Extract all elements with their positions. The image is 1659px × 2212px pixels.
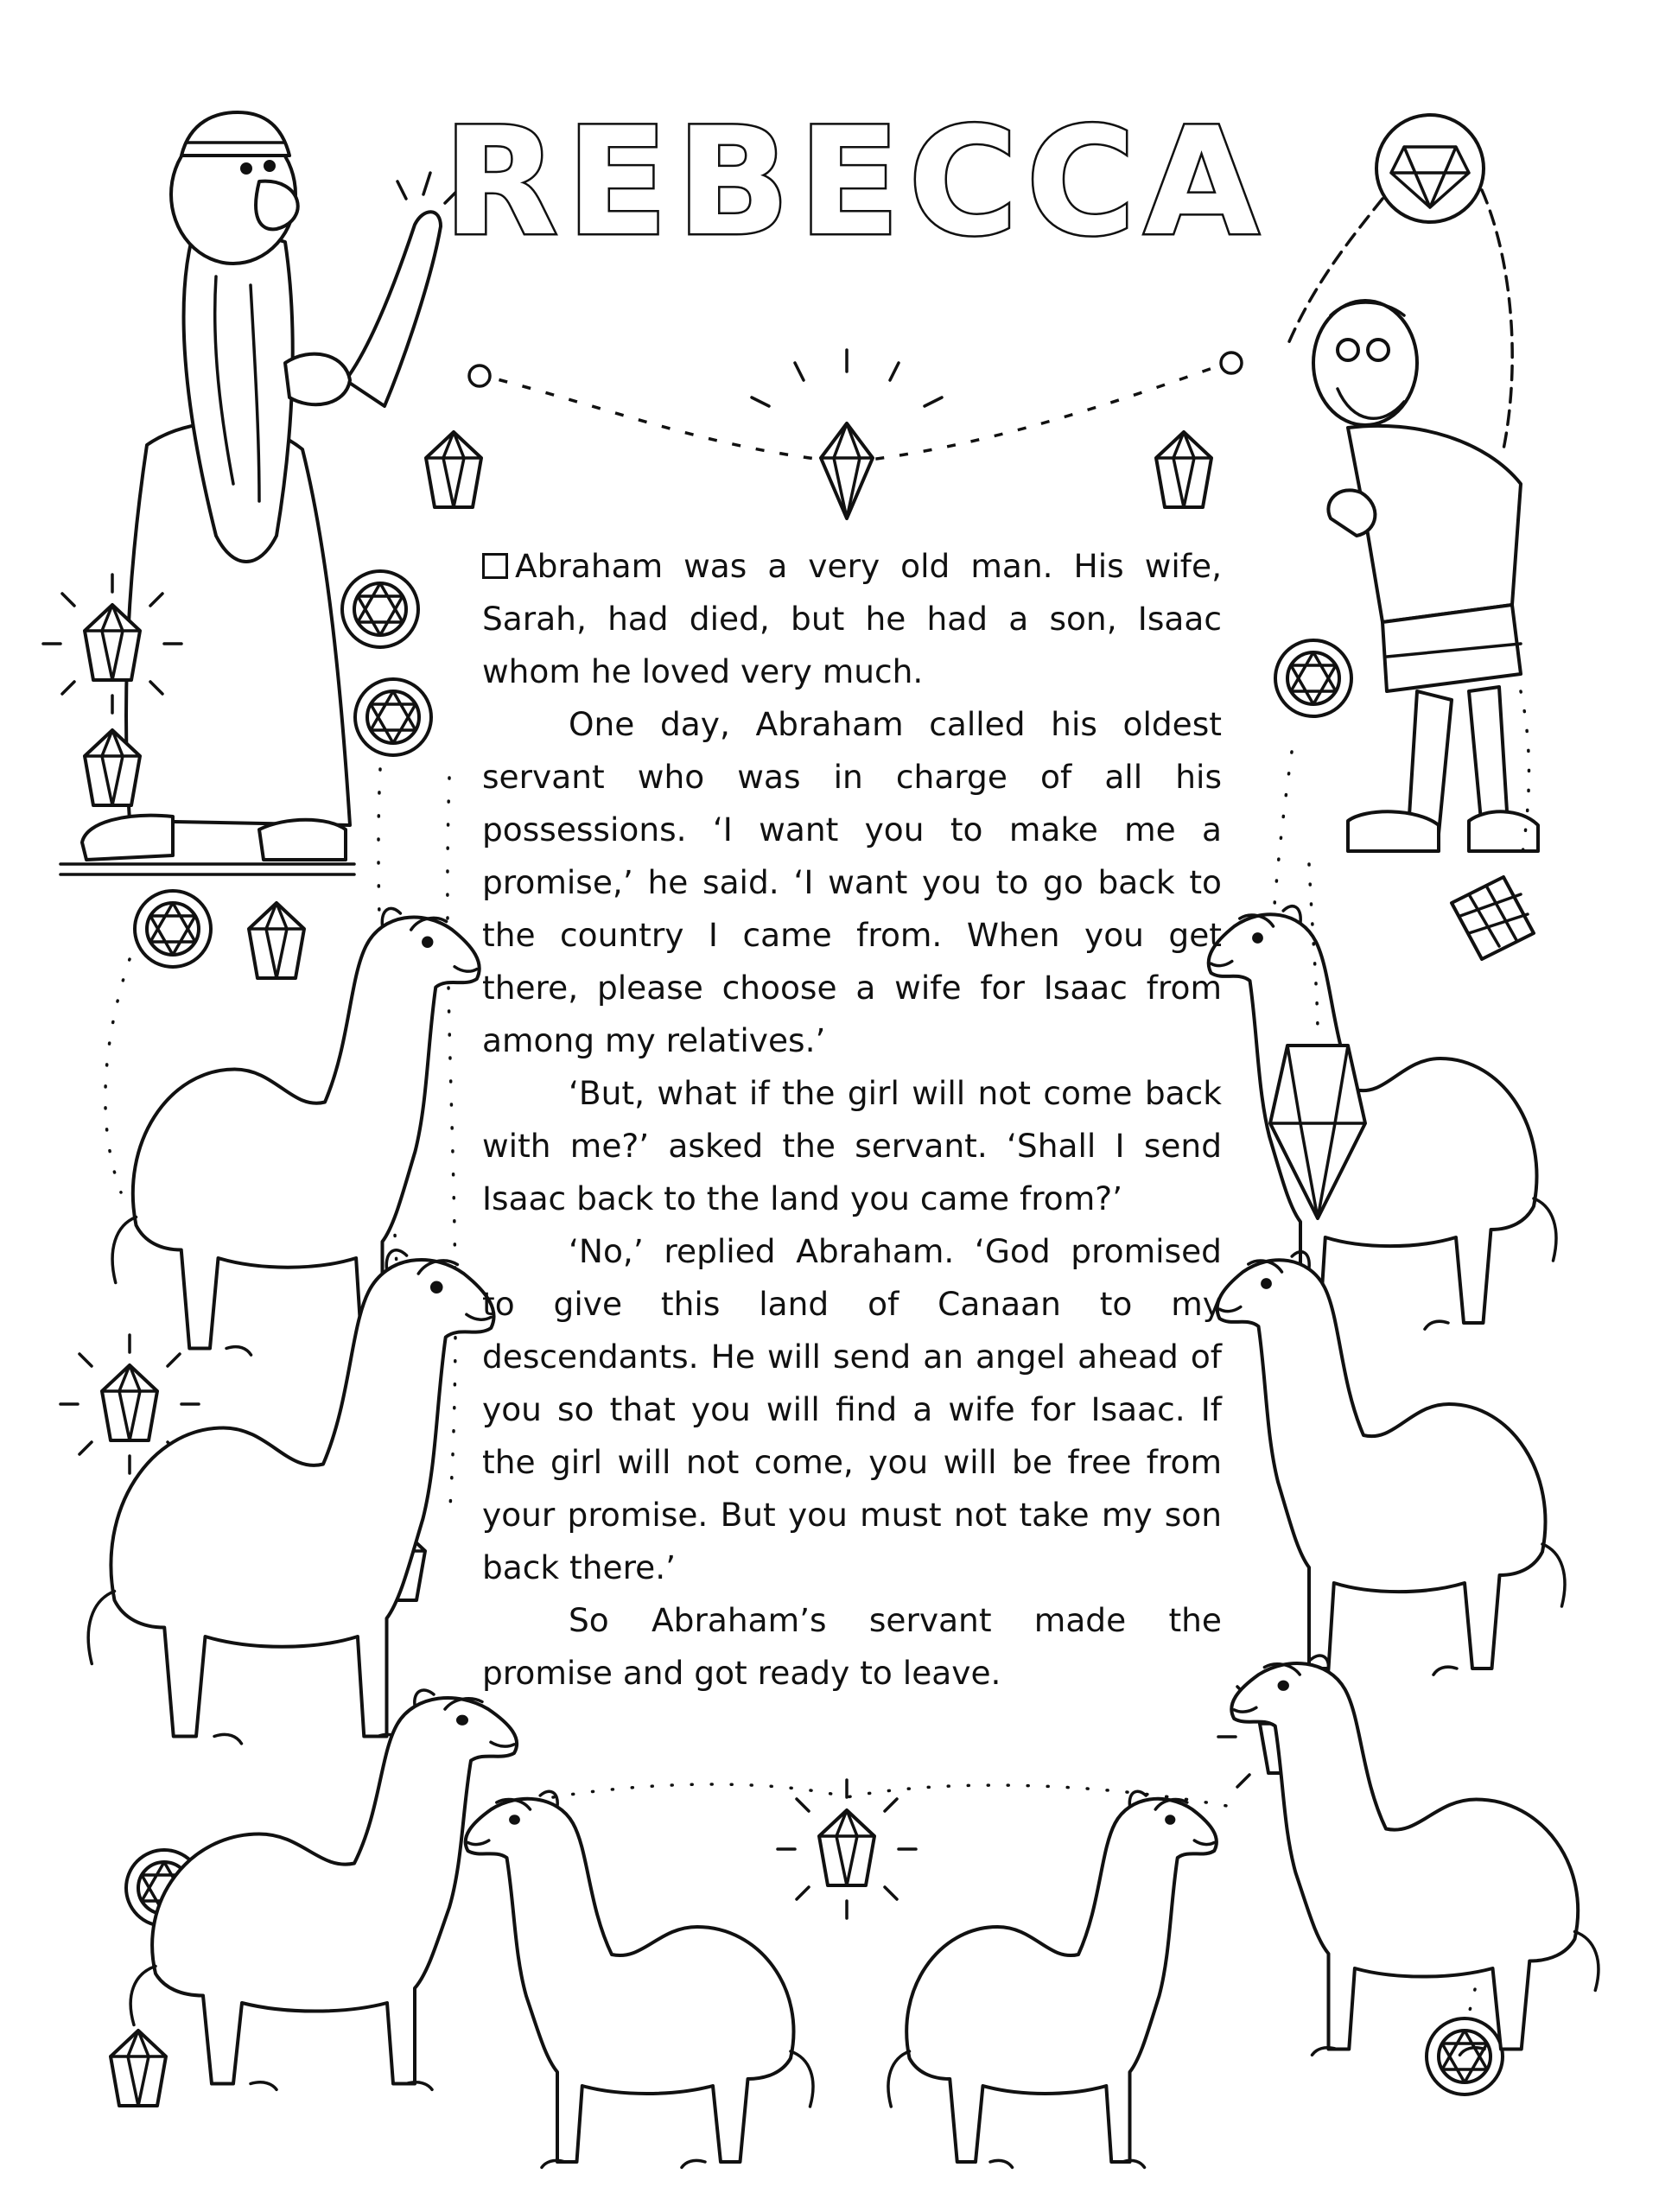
camel-icon bbox=[1209, 906, 1599, 2056]
story-paragraph: One day, Abraham called his oldest servant who was in charge of all his possessions. ‘I want you to make me a promise,’ he said. ‘I want you to go back to the country I came from. When you get there, please choose a wife for Isaac from among my relatives.’ bbox=[482, 705, 1222, 1059]
puzzle-box-icon bbox=[1452, 877, 1534, 959]
servant-figure bbox=[1313, 301, 1538, 851]
story-paragraph: ‘But, what if the girl will not come back with me?’ asked the servant. ‘Shall I send Isaac back to the land you came from?’ bbox=[482, 1074, 1222, 1217]
story-paragraph: ‘No,’ replied Abraham. ‘God promised to give this land of Canaan to my descendants. He will send an angel ahead of you so that you will find a wife for Isaac. If the girl will not come, you will be free from your promise. But you must not take my son back there.’ bbox=[482, 1232, 1222, 1586]
story-paragraph: So Abraham’s servant made the promise and got ready to leave. bbox=[482, 1601, 1222, 1692]
story-text bbox=[482, 540, 1222, 1700]
necklace-icon bbox=[469, 350, 1242, 518]
page-title: REBECCA bbox=[442, 94, 1268, 269]
checkbox-square-icon bbox=[482, 553, 508, 579]
story-paragraph: Abraham was a very old man. His wife, Sarah, had died, but he had a son, Isaac whom he loved very much. bbox=[482, 547, 1222, 690]
